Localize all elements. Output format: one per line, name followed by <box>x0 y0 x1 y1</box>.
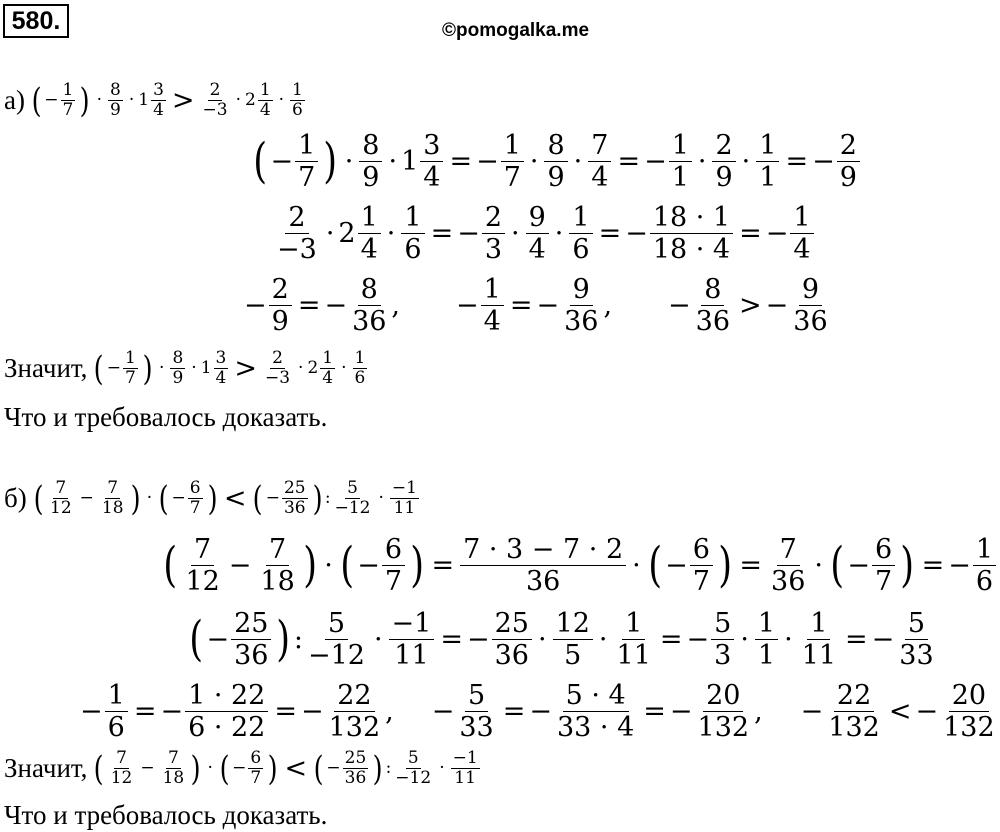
part-b-line-2: ( − $\frac{25}{36}$ ) : $\frac{5}{-12}$ · $\frac{-1}{11}$ = − $\frac{25}{36}$ · $\frac{12}{5}$ · $\frac{1}{11}$ = − $\frac{5}{3}$ · $\frac{1}{1}$ · $\frac{1}{11}$ = − $\frac{5}{33}$ <box>186 610 939 669</box>
numerator: 25 <box>283 478 306 498</box>
fraction <box>756 132 779 191</box>
site-watermark: ©pomogalka.me <box>442 20 590 41</box>
numerator: 8 <box>172 348 184 368</box>
denominator: 9 <box>715 162 733 193</box>
denominator: 6 <box>107 712 125 743</box>
denominator: 132 <box>943 712 995 743</box>
numerator: 2 <box>272 348 283 368</box>
denominator: 33 <box>459 712 494 743</box>
fraction <box>123 350 138 387</box>
numerator: 6 <box>189 478 201 498</box>
fraction <box>258 82 273 119</box>
fraction <box>872 536 895 595</box>
denominator: 36 <box>494 640 529 671</box>
numerator: 22 <box>334 682 374 712</box>
denominator: 33 · 4 <box>556 712 635 743</box>
fraction <box>263 350 292 387</box>
fraction <box>353 350 368 387</box>
numerator: 18 · 1 <box>650 204 733 234</box>
denominator: 36 <box>283 498 306 518</box>
numerator: 1 <box>259 80 271 100</box>
denominator: −12 <box>334 498 371 518</box>
denominator: 36 <box>564 306 599 337</box>
fraction <box>201 82 230 119</box>
fraction <box>333 480 373 517</box>
numerator: 1 <box>669 132 692 162</box>
numerator: −1 <box>391 478 417 498</box>
fraction <box>690 536 713 595</box>
denominator: 4 <box>215 368 227 388</box>
part-a-line-2: $\frac{2}{-3}$ · 2 $\frac{1}{4}$ · $\frac{1}{6}$ = − $\frac{2}{3}$ · $\frac{9}{4}$ · $\frac{1}{6}$ = − $\frac{18 \cdot 1}{18 \cdot 4}$ = − $\frac{1}{4}$ <box>272 204 816 263</box>
fraction <box>151 82 166 119</box>
denominator: 18 <box>162 768 185 788</box>
denominator: 1 <box>757 640 776 671</box>
denominator: 7 <box>692 566 710 597</box>
denominator: 4 <box>423 162 441 193</box>
numerator: 1 <box>354 348 366 368</box>
denominator: −3 <box>277 234 317 265</box>
fraction <box>320 350 335 387</box>
numerator: 2 <box>712 132 735 162</box>
numerator: 9 <box>570 276 593 306</box>
denominator: 11 <box>454 768 476 788</box>
denominator: 33 <box>899 640 934 671</box>
fraction <box>501 132 524 191</box>
denominator: 4 <box>322 368 334 388</box>
fraction <box>554 682 637 741</box>
fraction <box>569 204 592 263</box>
fraction <box>825 682 883 741</box>
numerator: 3 <box>420 132 443 162</box>
numerator: 1 <box>124 348 136 368</box>
fraction <box>161 750 187 787</box>
numerator: 22 <box>834 682 874 712</box>
fraction <box>305 610 368 669</box>
denominator: 36 <box>525 566 561 597</box>
fraction <box>588 132 611 191</box>
part-b-label: б) <box>4 483 27 513</box>
numerator: 1 <box>62 80 74 100</box>
fraction <box>669 132 692 191</box>
denominator: 7 <box>250 768 262 788</box>
denominator: 11 <box>394 640 429 671</box>
numerator: 8 <box>701 276 724 306</box>
fraction <box>248 750 263 787</box>
numerator: 2 <box>482 204 505 234</box>
numerator: 5 <box>711 610 734 640</box>
fraction <box>61 82 76 119</box>
denominator: 7 <box>503 162 521 193</box>
fraction <box>231 610 271 669</box>
denominator: 5 <box>564 640 582 671</box>
numerator: 1 <box>756 132 779 162</box>
numerator: 1 <box>807 610 830 640</box>
numerator: 1 <box>481 276 504 306</box>
fraction <box>109 750 135 787</box>
denominator: 132 <box>328 712 381 743</box>
fraction <box>100 480 126 517</box>
denominator: 4 <box>528 234 546 265</box>
denominator: 9 <box>839 162 857 193</box>
numerator: 1 · 22 <box>185 682 268 712</box>
denominator: 4 <box>360 234 378 265</box>
fraction <box>712 132 735 191</box>
fraction <box>650 204 733 263</box>
fraction <box>48 480 74 517</box>
numerator: 25 <box>231 610 271 640</box>
numerator: 3 <box>215 348 227 368</box>
fraction <box>420 132 443 191</box>
fraction <box>401 204 424 263</box>
numerator: 7 <box>116 748 127 768</box>
fraction <box>526 204 549 263</box>
numerator: 1 <box>105 682 128 712</box>
numerator: 5 <box>325 610 348 640</box>
denominator: 7 <box>124 368 136 388</box>
numerator: −1 <box>389 610 435 640</box>
fraction <box>274 204 320 263</box>
denominator: 4 <box>793 234 811 265</box>
numerator: 2 <box>209 80 221 100</box>
denominator: 6 <box>404 234 422 265</box>
denominator: 1 <box>671 162 689 193</box>
denominator: 11 <box>393 498 416 518</box>
denominator: −12 <box>395 768 432 788</box>
fraction <box>182 536 222 595</box>
numerator: 1 <box>755 610 778 640</box>
denominator: 12 <box>185 566 220 597</box>
denominator: −3 <box>264 368 291 388</box>
denominator: 11 <box>801 640 837 671</box>
denominator: 36 <box>234 640 269 671</box>
numerator: 7 <box>266 536 289 566</box>
denominator: 6 · 22 <box>188 712 266 743</box>
part-a-proved: Что и требовалось доказать. <box>4 402 328 432</box>
numerator: 6 <box>872 536 895 566</box>
numerator: 2 <box>837 132 860 162</box>
denominator: 18 <box>260 566 295 597</box>
fraction <box>108 82 123 119</box>
denominator: 9 <box>110 100 121 120</box>
denominator: 9 <box>362 162 380 193</box>
numerator: 25 <box>344 748 367 768</box>
numerator: 5 <box>465 682 488 712</box>
fraction <box>492 610 532 669</box>
denominator: 4 <box>591 162 609 193</box>
numerator: 1 <box>569 204 592 234</box>
numerator: 7 <box>777 536 800 566</box>
fraction <box>451 750 480 787</box>
numerator: 1 <box>501 132 524 162</box>
numerator: 5 <box>905 610 928 640</box>
fraction <box>837 132 860 191</box>
denominator: 1 <box>759 162 777 193</box>
numerator: 1 <box>295 132 318 162</box>
denominator: 3 <box>714 640 732 671</box>
fraction <box>188 480 203 517</box>
numerator: 8 <box>359 132 382 162</box>
denominator: 11 <box>616 640 651 671</box>
denominator: 36 <box>352 306 387 337</box>
fraction <box>389 610 435 669</box>
fraction <box>755 610 778 669</box>
numerator: 8 <box>110 80 121 100</box>
numerator: 1 <box>790 204 813 234</box>
numerator: 7 <box>191 536 214 566</box>
denominator: 18 <box>101 498 124 518</box>
numerator: 3 <box>153 80 164 100</box>
denominator: 12 <box>50 498 72 518</box>
denominator: −3 <box>202 100 228 120</box>
numerator: 20 <box>703 682 743 712</box>
part-b-conclusion: Значит, ( $\frac{7}{12}$ − $\frac{7}{18}$ ) · ( − $\frac{6}{7}$ ) < ( − $\frac{25}{36}$ ) : $\frac{5}{-12}$ · $\frac{-1}{11}$ <box>4 748 478 789</box>
part-b-line-1: ( $\frac{7}{12}$ − $\frac{7}{18}$ ) · ( − $\frac{6}{7}$ ) = $\frac{7 \cdot 3 - 7 \cdot 2}{36}$ · ( − $\frac{6}{7}$ ) = $\frac{7}{36}$ · ( − $\frac{6}{7}$ ) = − $\frac{1}{6}$ <box>160 536 998 595</box>
fraction <box>695 682 753 741</box>
fraction <box>257 536 297 595</box>
numerator: 5 <box>407 748 419 768</box>
fraction <box>390 480 419 517</box>
fraction <box>105 682 128 741</box>
fraction <box>170 350 185 387</box>
numerator: 7 <box>107 478 119 498</box>
numerator: 2 <box>269 276 292 306</box>
denominator: 36 <box>771 566 806 597</box>
numerator: 9 <box>526 204 549 234</box>
part-a-line-1: ( − $\frac{1}{7}$ ) · $\frac{8}{9}$ · 1 $\frac{3}{4}$ = − $\frac{1}{7}$ · $\frac{8}{9}$ · $\frac{7}{4}$ = − $\frac{1}{1}$ · $\frac{2}{9}$ · $\frac{1}{1}$ = − $\frac{2}{9}$ <box>250 132 862 191</box>
part-a-statement: а) ( − $\frac{1}{7}$ ) · $\frac{8}{9}$ · 1 $\frac{3}{4}$ > $\frac{2}{-3}$ · 2 $\frac{1}{4}$ · $\frac{1}{6}$ <box>4 80 303 121</box>
denominator: 9 <box>271 306 289 337</box>
part-a-label: а) <box>4 85 25 115</box>
numerator: 8 <box>544 132 567 162</box>
denominator: 132 <box>697 712 750 743</box>
numerator: 7 <box>168 748 179 768</box>
numerator: −1 <box>452 748 478 768</box>
fraction <box>482 204 505 263</box>
fraction <box>358 204 381 263</box>
numerator: 20 <box>949 682 989 712</box>
fraction <box>973 536 996 595</box>
numerator: 12 <box>553 610 593 640</box>
denominator: 3 <box>484 234 502 265</box>
denominator: 12 <box>110 768 133 788</box>
numerator: 1 <box>973 536 996 566</box>
fraction <box>790 204 813 263</box>
denominator: 9 <box>172 368 184 388</box>
numerator: 7 <box>588 132 611 162</box>
numerator: 9 <box>799 276 822 306</box>
denominator: 4 <box>259 100 271 120</box>
numerator: 1 <box>622 610 645 640</box>
fraction <box>460 536 626 595</box>
fraction <box>393 750 433 787</box>
fraction <box>693 276 733 335</box>
numerator: 1 <box>322 348 334 368</box>
denominator: 7 <box>875 566 893 597</box>
fraction <box>343 750 369 787</box>
numerator: 6 <box>690 536 713 566</box>
fraction <box>349 276 389 335</box>
fraction <box>290 82 305 119</box>
fraction <box>711 610 734 669</box>
numerator: 1 <box>292 80 303 100</box>
fraction <box>544 132 567 191</box>
part-b-line-3: − $\frac{1}{6}$ = − $\frac{1 \cdot 22}{6 \cdot 22}$ = − $\frac{22}{132}$ , − $\frac{5}{33}$ = − $\frac{5 \cdot 4}{33 \cdot 4}$ = − $\frac{20}{132}$ , − $\frac{22}{132}$ < − $\frac{20}{132}$ <box>80 682 1000 741</box>
fraction <box>614 610 654 669</box>
fraction <box>456 682 496 741</box>
fraction <box>282 480 308 517</box>
denominator: 9 <box>547 162 565 193</box>
numerator: 8 <box>358 276 381 306</box>
denominator: 132 <box>828 712 880 743</box>
numerator: 6 <box>250 748 262 768</box>
problem-number: 580. <box>3 4 69 38</box>
fraction <box>382 536 405 595</box>
part-a-line-3: − $\frac{2}{9}$ = − $\frac{8}{36}$ , − $\frac{1}{4}$ = − $\frac{9}{36}$ , − $\frac{8}{36}$ > − $\frac{9}{36}$ <box>244 276 833 335</box>
fraction <box>481 276 504 335</box>
numerator: 5 <box>347 478 358 498</box>
fraction <box>768 536 808 595</box>
denominator: 36 <box>793 306 828 337</box>
denominator: 4 <box>153 100 164 120</box>
denominator: 36 <box>695 306 731 337</box>
fraction <box>561 276 601 335</box>
fraction <box>799 610 839 669</box>
fraction <box>940 682 998 741</box>
fraction <box>359 132 382 191</box>
denominator: 6 <box>975 566 994 597</box>
fraction <box>790 276 830 335</box>
numerator: 1 <box>401 204 424 234</box>
denominator: 6 <box>572 234 590 265</box>
denominator: 6 <box>292 100 303 120</box>
fraction <box>214 350 229 387</box>
numerator: 7 <box>55 478 67 498</box>
fraction <box>553 610 593 669</box>
fraction <box>326 682 384 741</box>
part-b-statement: б) ( $\frac{7}{12}$ − $\frac{7}{18}$ ) · ( − $\frac{6}{7}$ ) < ( − $\frac{25}{36}$ ) : $\frac{5}{-12}$ · $\frac{-1}{11}$ <box>4 478 417 519</box>
fraction <box>269 276 292 335</box>
numerator: 5 · 4 <box>563 682 629 712</box>
denominator: 6 <box>354 368 366 388</box>
denominator: 36 <box>344 768 367 788</box>
numerator: 7 · 3 − 7 · 2 <box>460 536 626 566</box>
part-a-conclusion: Значит, ( − $\frac{1}{7}$ ) · $\frac{8}{9}$ · 1 $\frac{3}{4}$ > $\frac{2}{-3}$ · 2 $\frac{1}{4}$ · $\frac{1}{6}$ <box>4 348 366 389</box>
denominator: −12 <box>307 640 365 671</box>
denominator: 7 <box>62 100 74 120</box>
numerator: 1 <box>358 204 381 234</box>
numerator: 2 <box>285 204 308 234</box>
denominator: 7 <box>384 566 403 597</box>
fraction <box>295 132 318 191</box>
fraction <box>185 682 268 741</box>
part-b-proved: Что и требовалось доказать. <box>4 800 328 830</box>
numerator: 6 <box>382 536 405 566</box>
denominator: 7 <box>298 162 316 193</box>
fraction <box>896 610 936 669</box>
denominator: 4 <box>483 306 501 337</box>
denominator: 18 · 4 <box>652 234 731 265</box>
denominator: 7 <box>189 498 201 518</box>
numerator: 25 <box>492 610 532 640</box>
